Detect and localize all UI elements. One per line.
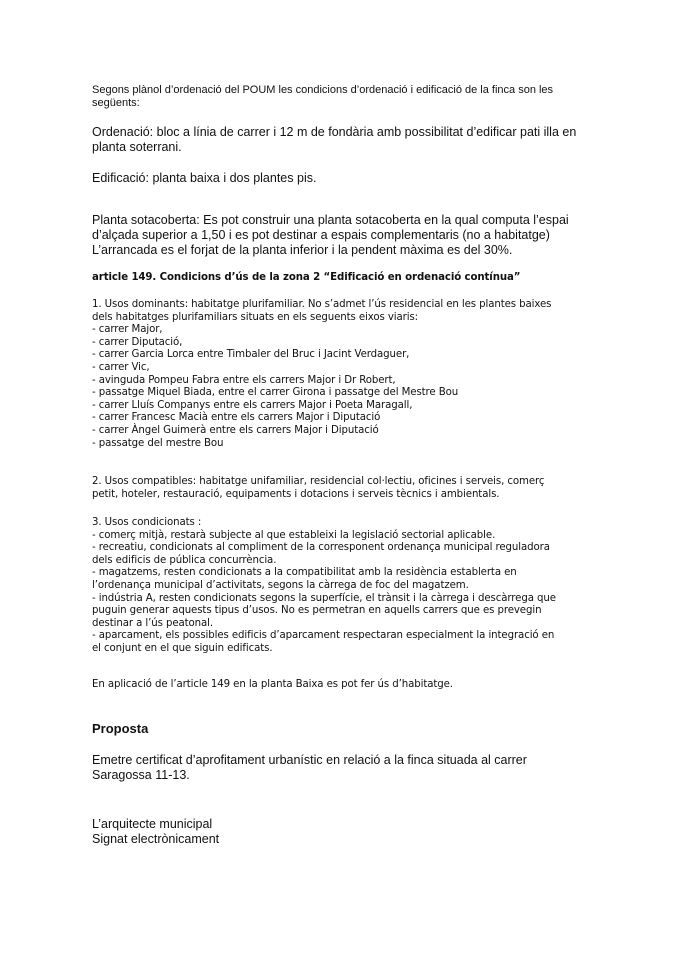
street-list-item: - avinguda Pompeu Fabra entre els carrers Major i Dr Robert, bbox=[92, 374, 396, 386]
usos-condicionats-line: - recreatiu, condicionats al compliment de la corresponent ordenança municipal reguladora bbox=[92, 542, 550, 554]
street-list-item: - carrer Garcia Lorca entre Timbaler del Bruc i Jacint Verdaguer, bbox=[92, 349, 410, 361]
edificacio-paragraph bbox=[92, 171, 590, 186]
sotacoberta-line: Planta sotacoberta: Es pot construir una planta sotacoberta en la qual computa l’espai bbox=[92, 213, 569, 227]
proposta-paragraph bbox=[92, 753, 590, 783]
proposta-line: Emetre certificat d’aprofitament urbanístic en relació a la finca situada al carrer bbox=[92, 753, 527, 767]
street-list-item: - carrer Vic, bbox=[92, 361, 150, 373]
signature-line: L’arquitecte municipal bbox=[92, 817, 213, 831]
usos-compatibles-section bbox=[92, 476, 590, 501]
usos-dominants-line: 1. Usos dominants: habitatge plurifamiliar. No s’admet l’ús residencial en les plantes baixes bbox=[92, 299, 552, 310]
proposta-line: Saragossa 11-13. bbox=[92, 768, 190, 782]
street-list-item: - carrer Lluís Companys entre els carrers Major i Poeta Maragall, bbox=[92, 399, 413, 411]
street-list-item: - carrer Francesc Macià entre els carrers Major i Diputació bbox=[92, 412, 381, 424]
intro-line: Segons plànol d’ordenació del POUM les condicions d’ordenació i edificació de la finca son les bbox=[92, 84, 554, 96]
intro-line: següents: bbox=[92, 97, 140, 109]
signature-line: Signat electrònicament bbox=[92, 832, 220, 846]
street-list-item: - passatge Miquel Biada, entre el carrer Girona i passatge del Mestre Bou bbox=[92, 387, 459, 399]
usos-condicionats-line: 3. Usos condicionats : bbox=[92, 517, 202, 528]
usos-condicionats-line: destinar a l’ús peatonal. bbox=[92, 617, 214, 629]
usos-condicionats-line: - comerç mitjà, restarà subjecte al que estableixi la legislació sectorial aplicable. bbox=[92, 529, 496, 541]
usos-compatibles-line: 2. Usos compatibles: habitatge unifamiliar, residencial col·lectiu, oficines i serveis, comerç bbox=[92, 476, 545, 487]
ordenacio-line: planta soterrani. bbox=[92, 140, 182, 154]
edificacio-line: Edificació: planta baixa i dos plantes pis. bbox=[92, 171, 317, 185]
aplicacio-line: En aplicació de l’article 149 en la planta Baixa es pot fer ús d’habitatge. bbox=[92, 679, 453, 690]
ordenacio-paragraph bbox=[92, 125, 590, 155]
ordenacio-line: Ordenació: bloc a línia de carrer i 12 m de fondària amb possibilitat d’edificar pati illa en bbox=[92, 125, 577, 139]
street-list bbox=[92, 324, 590, 450]
usos-condicionats-line: - aparcament, els possibles edificis d’aparcament respectaran especialment la integració en bbox=[92, 630, 555, 642]
street-list-item: - carrer Major, bbox=[92, 324, 163, 336]
usos-compatibles-line: petit, hoteler, restauració, equipaments i dotacions i serveis tècnics i ambientals. bbox=[92, 488, 500, 500]
usos-dominants-section bbox=[92, 299, 590, 450]
usos-condicionats-line: dels edificis de pública concurrència. bbox=[92, 554, 277, 566]
usos-condicionats-line: - indústria A, resten condicionats segons la superfície, el trànsit i la càrrega i descàrrega que bbox=[92, 592, 556, 604]
street-list-item: - passatge del mestre Bou bbox=[92, 437, 224, 449]
street-list-item: - carrer Àngel Guimerà entre els carrers Major i Diputació bbox=[92, 424, 379, 436]
aplicacio-paragraph bbox=[92, 679, 590, 692]
sotacoberta-paragraph bbox=[92, 213, 590, 258]
usos-condicionats-line: l’ordenança municipal d’activitats, segons la càrrega de foc del magatzem. bbox=[92, 579, 469, 591]
usos-condicionats-line: - magatzems, resten condicionats a la compatibilitat amb la residència establerta en bbox=[92, 567, 517, 579]
street-list-item: - carrer Diputació, bbox=[92, 336, 183, 348]
usos-dominants-line: dels habitatges plurifamiliars situats en els seguents eixos viaris: bbox=[92, 311, 419, 323]
proposta-heading: Proposta bbox=[92, 721, 149, 736]
intro-paragraph bbox=[92, 84, 590, 110]
sotacoberta-line: d’alçada superior a 1,50 i es pot destinar a espais complementaris (no a habitatge) bbox=[92, 228, 550, 242]
usos-condicionats-line: puguin generar aquests tipus d’usos. No es permetran en aquells carrers que es prevegin bbox=[92, 605, 542, 617]
usos-condicionats-line: el conjunt en el que siguin edificats. bbox=[92, 642, 273, 654]
article-title: article 149. Condicions d’ús de la zona 2 “Edificació en ordenació contínua” bbox=[92, 272, 521, 283]
signature-block bbox=[92, 817, 590, 847]
sotacoberta-line: L’arrancada es el forjat de la planta inferior i la pendent màxima es del 30%. bbox=[92, 243, 513, 257]
usos-condicionats-section bbox=[92, 517, 590, 656]
